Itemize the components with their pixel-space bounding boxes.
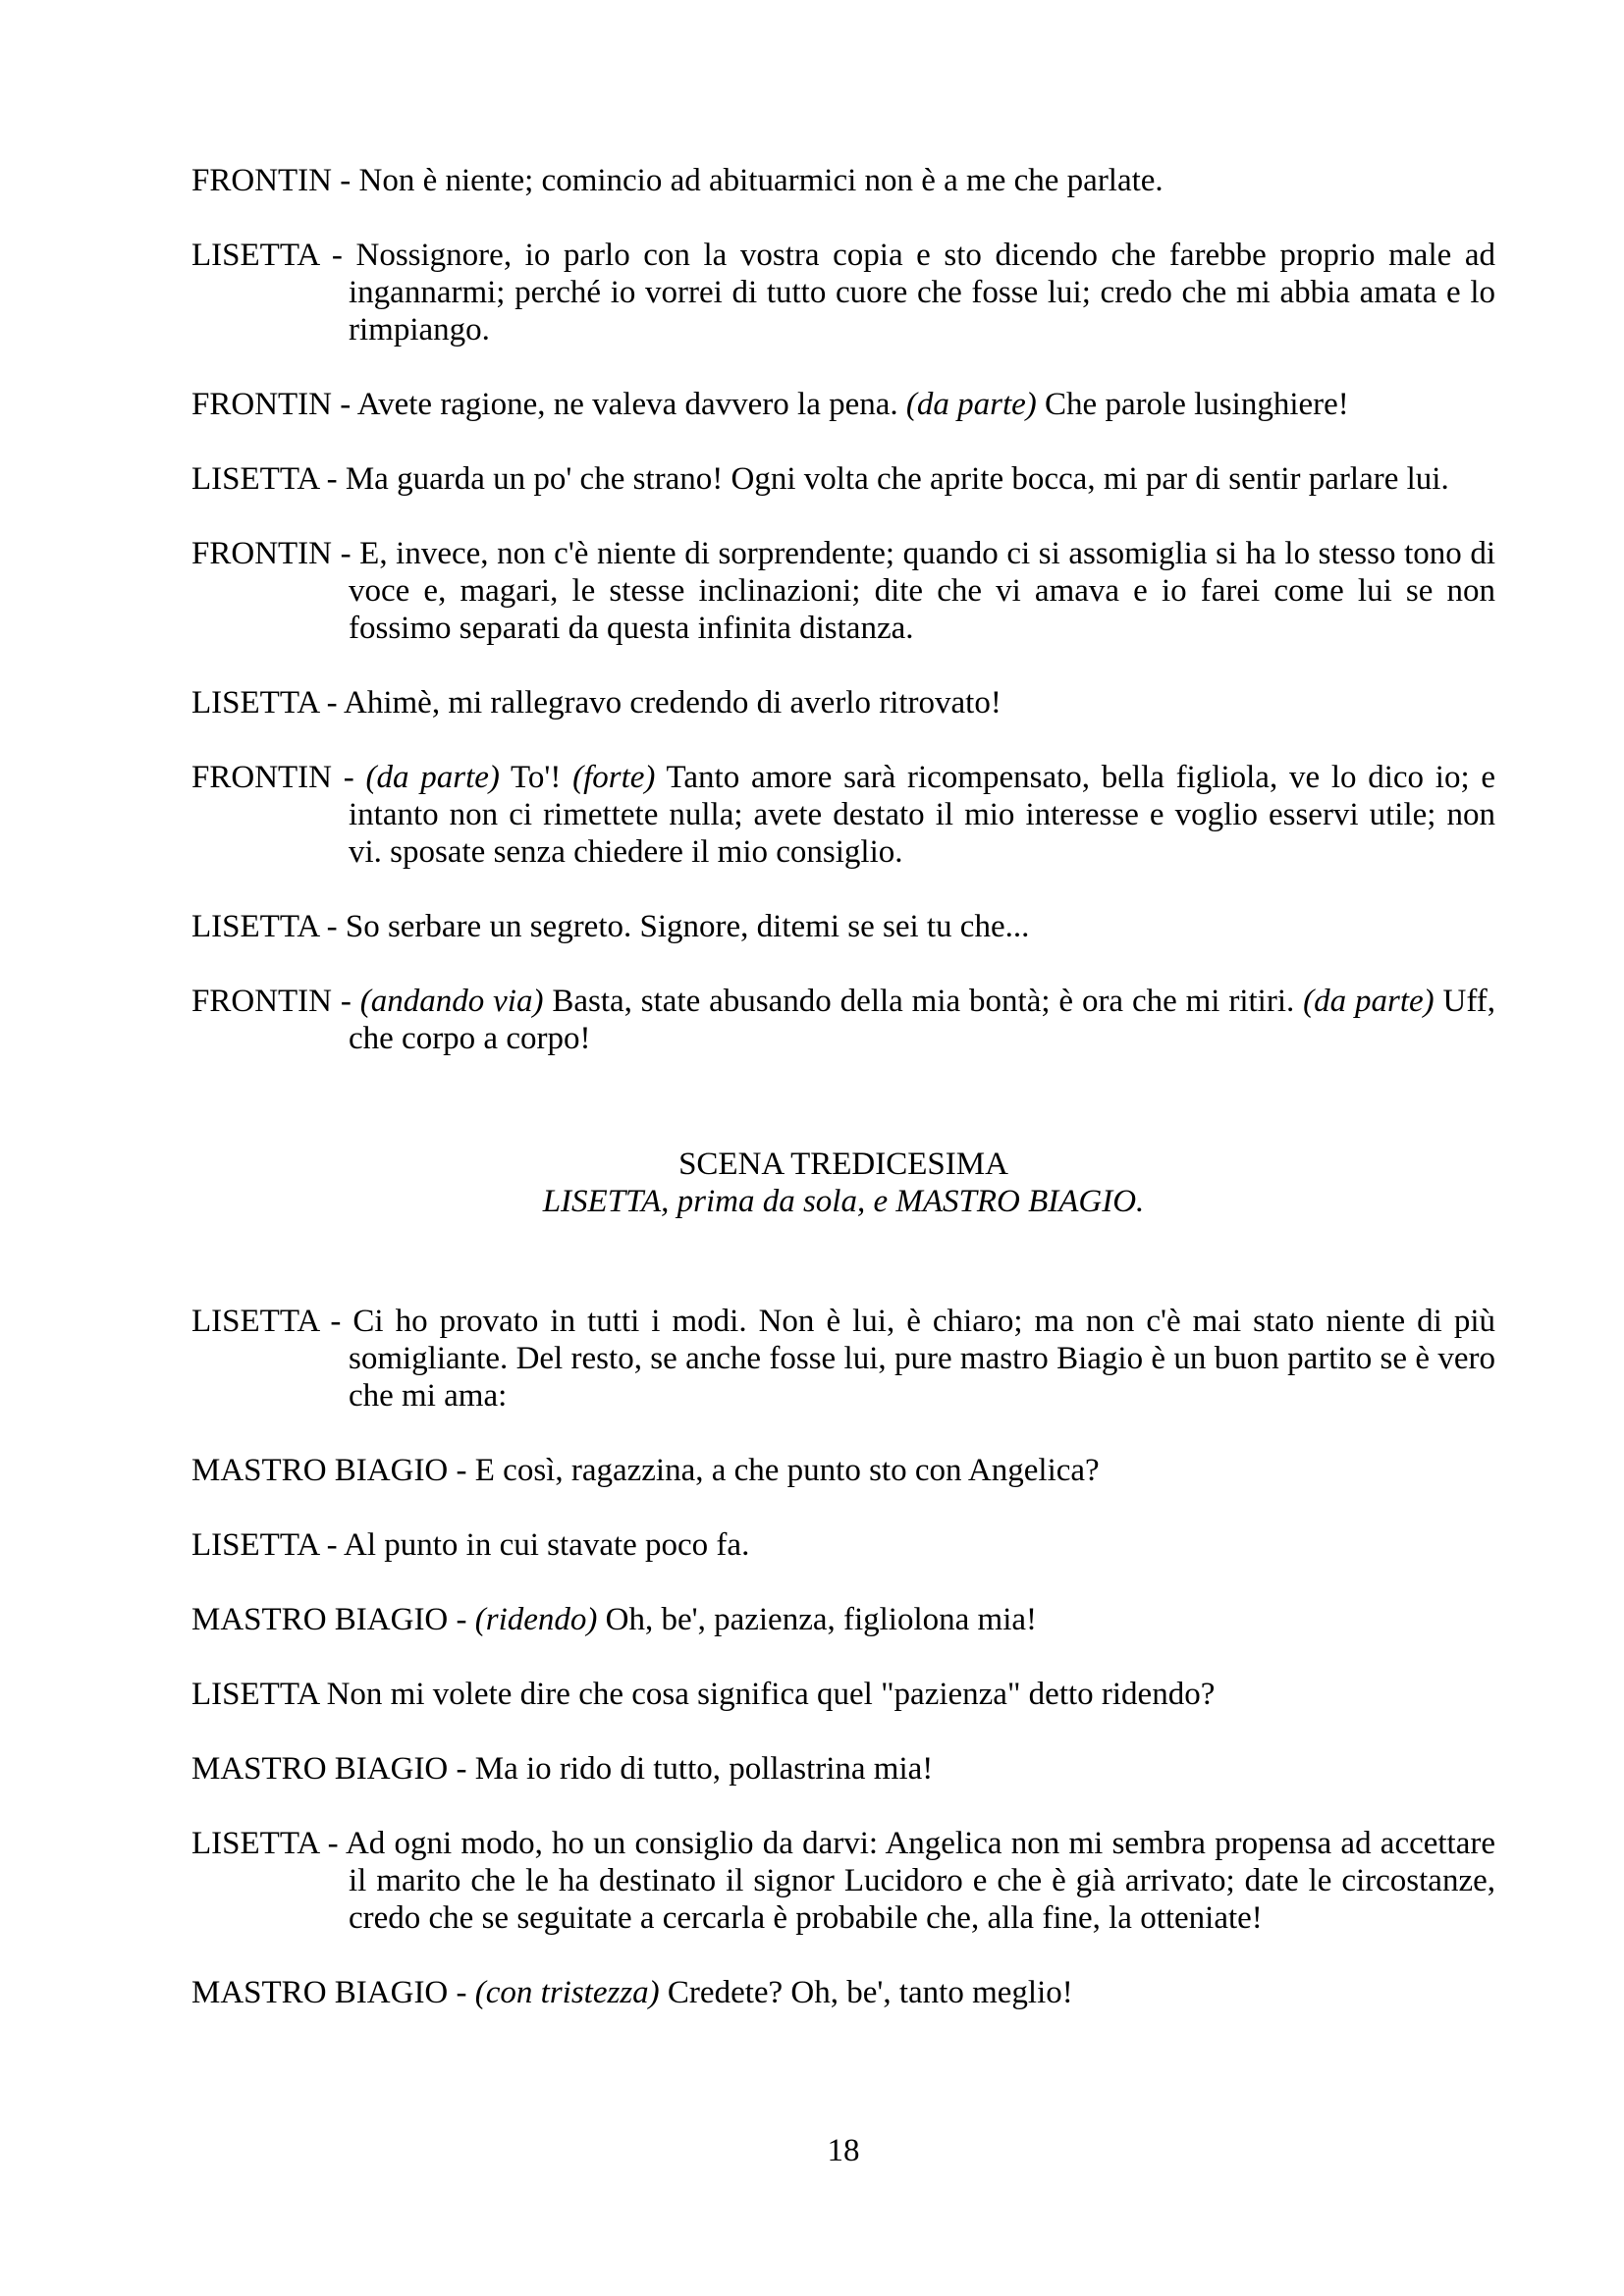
speaker-separator: - [318,909,346,944]
dialogue-line [346,461,1449,497]
speaker-name: FRONTIN [191,984,333,1019]
speaker-separator: - [332,984,360,1019]
dialogue-paragraph [191,1526,1495,1564]
speaker-separator: - [448,1975,475,2010]
stage-direction: (con tristezza) [474,1975,660,2010]
dialogue-text: Basta, state abusando della mia bontà; è ora che mi ritiri. [543,984,1304,1019]
dialogue-line [475,1453,1100,1488]
stage-direction: (da parte) [365,760,500,795]
speaker-separator: - [318,1304,353,1339]
dialogue-line [475,1602,1037,1637]
dialogue-line [349,536,1495,646]
speaker-name: LISETTA [191,685,319,721]
dialogue-text: Uff, che corpo a corpo! [349,984,1496,1056]
dialogue-paragraph [191,1676,1495,1713]
dialogue-paragraph [191,237,1495,348]
speaker-name: LISETTA [191,1304,319,1339]
scene-characters: LISETTA, prima da sola, e MASTRO BIAGIO. [542,1184,1145,1219]
speaker-separator: - [318,1826,346,1861]
dialogue-text: Tanto amore sarà ricompensato, bella figliola, ve lo dico io; e intanto non ci rimettete nulla; avete destato il mio interesse e voglio esservi utile; non vi. sposate senza chiedere il mio consiglio. [349,760,1496,870]
dialogue-line [346,909,1030,944]
speaker-separator: - [332,536,360,571]
dialogue-text: Ad ogni modo, ho un consiglio da darvi: Angelica non mi sembra propensa ad accettare il marito che le ha destinato il signor Lucidoro e che è già arrivato; date le circostanze, credo che se seguitate a cercarla è probabile che, alla fine, la otteniate! [345,1826,1496,1936]
dialogue-paragraph [191,1974,1495,2011]
speaker-separator: - [318,461,346,497]
dialogue-paragraph [191,460,1495,498]
speaker-separator [318,1677,326,1712]
speaker-separator: - [332,760,366,795]
dialogue-line [475,1975,1073,2010]
speaker-name: MASTRO BIAGIO [191,1751,449,1787]
speaker-separator: - [318,238,356,273]
stage-direction: (da parte) [1303,984,1435,1019]
dialogue-paragraph [191,1601,1495,1638]
speaker-name: MASTRO BIAGIO [191,1975,449,2010]
speaker-separator: - [318,685,345,721]
speaker-separator: - [448,1602,475,1637]
speaker-separator: - [448,1751,475,1787]
speaker-name: LISETTA [191,461,319,497]
scene-heading-block [191,1146,1495,1220]
speaker-name: FRONTIN [191,387,333,422]
dialogue-paragraph [191,1750,1495,1788]
dialogue-line [357,387,1349,422]
dialogue-text: Ma guarda un po' che strano! Ogni volta che aprite bocca, mi par di sentir parlare lui. [345,461,1449,497]
dialogue-text: Oh, be', pazienza, figliolona mia! [597,1602,1038,1637]
page-footer [191,2132,1495,2169]
dialogue-paragraph [191,1303,1495,1415]
dialogue-text: Ahimè, mi rallegravo credendo di averlo ritrovato! [344,685,1001,721]
script-page [191,0,1495,2169]
dialogue-line [475,1751,934,1787]
dialogue-text: E, invece, non c'è niente di sorprendente; quando ci si assomiglia si ha lo stesso tono di voce e, magari, le stesse inclinazioni; dite che vi amava e io farei come lui se non fossimo separati da questa infinita distanza. [349,536,1495,646]
dialogue-text: Ma io rido di tutto, pollastrina mia! [474,1751,934,1787]
speaker-name: LISETTA [191,1677,319,1712]
dialogue-text: E così, ragazzina, a che punto sto con Angelica? [474,1453,1100,1488]
speaker-separator: - [332,163,359,198]
speaker-name: MASTRO BIAGIO [191,1453,449,1488]
dialogue-line [346,1826,1495,1936]
dialogue-text: Avete ragione, ne valeva davvero la pena. [356,387,906,422]
dialogue-line [349,238,1495,347]
speaker-separator: - [318,1527,345,1563]
scene-title: SCENA TREDICESIMA [678,1147,1008,1182]
dialogue-line [359,163,1164,198]
dialogue-paragraph [191,908,1495,945]
dialogue-line [344,685,1001,721]
dialogue-paragraph [191,162,1495,199]
dialogue-line [349,984,1495,1056]
dialogue-line [327,1677,1216,1712]
stage-direction: (ridendo) [474,1602,598,1637]
dialogue-text: Ci ho provato in tutti i modi. Non è lui, è chiaro; ma non c'è mai stato niente di più somigliante. Del resto, se anche fosse lui, pure mastro Biagio è un buon partito se è vero che mi ama: [349,1304,1495,1414]
stage-direction: (andando via) [359,984,544,1019]
dialogue-text: Che parole lusinghiere! [1036,387,1349,422]
dialogue-text: To'! [499,760,573,795]
speaker-name: LISETTA [191,238,319,273]
dialogue-paragraph [191,759,1495,871]
dialogue-line [349,760,1495,870]
dialogue-paragraph [191,1825,1495,1937]
stage-direction: (forte) [572,760,656,795]
dialogue-text: Al punto in cui stavate poco fa. [344,1527,750,1563]
dialogue-line [349,1304,1495,1414]
speaker-name: LISETTA [191,909,319,944]
dialogue-text: So serbare un segreto. Signore, ditemi se sei tu che... [345,909,1030,944]
dialogue-text: Nossignore, io parlo con la vostra copia e sto dicendo che farebbe proprio male ad ingannarmi; perché io vorrei di tutto cuore che fosse lui; credo che mi abbia amata e lo rimpiango. [349,238,1495,347]
stage-direction: (da parte) [905,387,1037,422]
speaker-name: LISETTA [191,1826,319,1861]
speaker-name: FRONTIN [191,163,333,198]
page-number: 18 [827,2133,860,2168]
speaker-name: MASTRO BIAGIO [191,1602,449,1637]
speaker-separator: - [332,387,357,422]
speaker-name: LISETTA [191,1527,319,1563]
dialogue-text: Non è niente; comincio ad abituarmici non è a me che parlate. [358,163,1164,198]
dialogue-paragraph [191,386,1495,423]
dialogue-paragraph [191,1452,1495,1489]
dialogue-text: Credete? Oh, be', tanto meglio! [659,1975,1073,2010]
speaker-separator: - [448,1453,475,1488]
speaker-name: FRONTIN [191,760,333,795]
dialogue-line [344,1527,749,1563]
dialogue-paragraph [191,535,1495,647]
speaker-name: FRONTIN [191,536,333,571]
dialogue-paragraph [191,983,1495,1057]
dialogue-paragraph [191,684,1495,721]
dialogue-text: Non mi volete dire che cosa significa quel "pazienza" detto ridendo? [326,1677,1216,1712]
